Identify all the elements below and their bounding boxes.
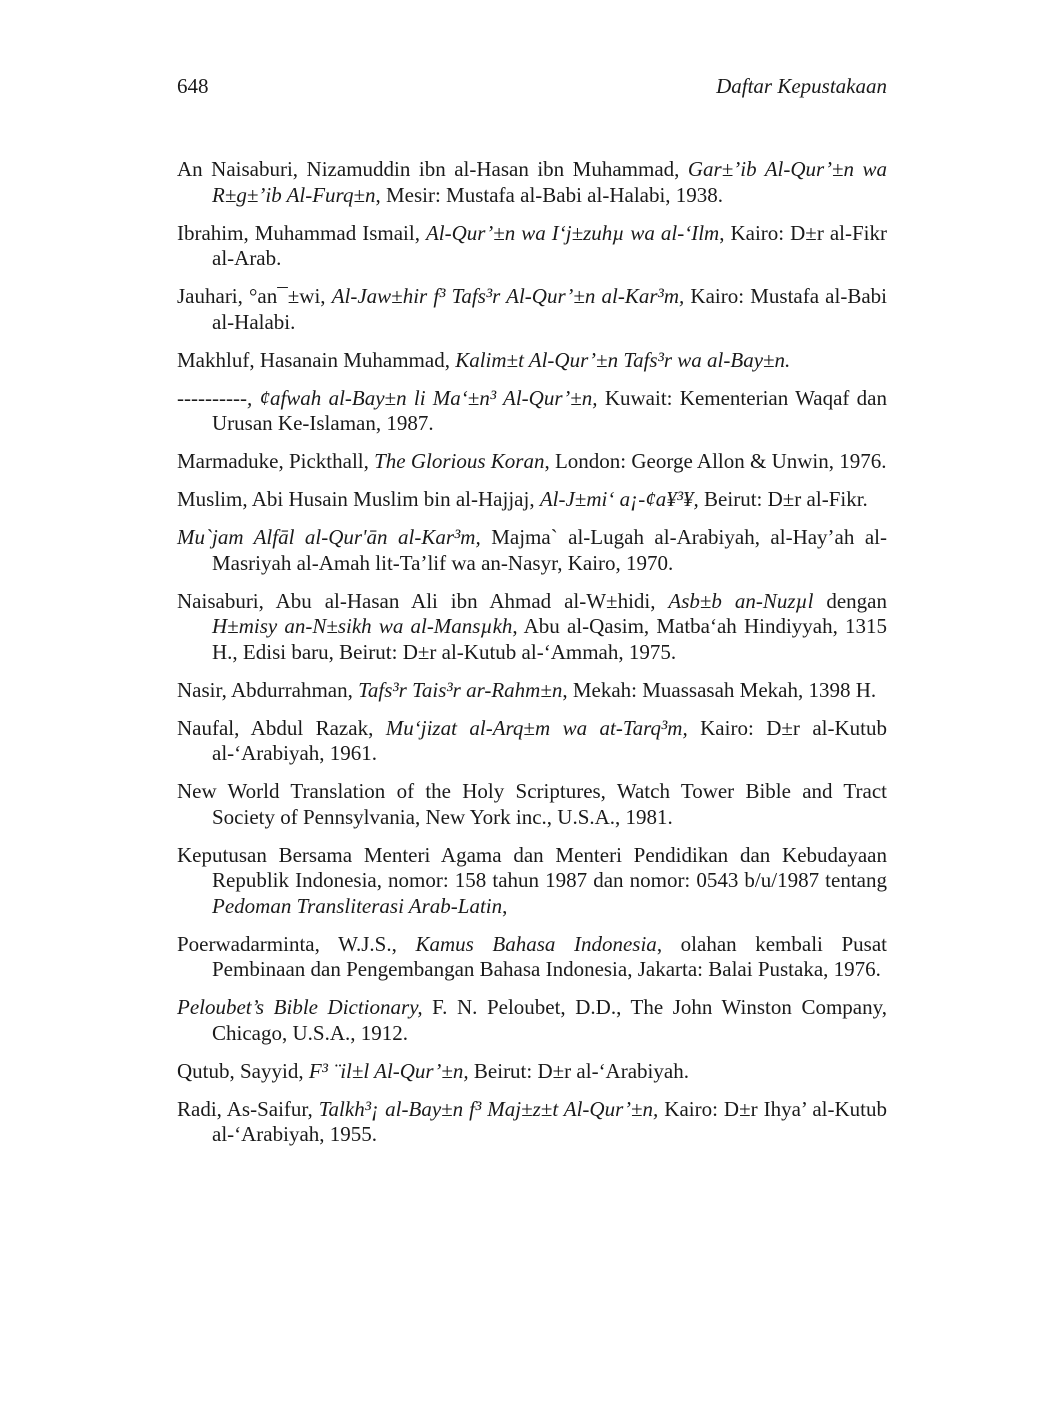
bibliography-entry: New World Translation of the Holy Scriptures, Watch Tower Bible and Tract Society of Pennsylvania, New York inc., U.S.A., 1981. bbox=[177, 779, 887, 829]
bibliography-entry: Poerwadarminta, W.J.S., Kamus Bahasa Indonesia, olahan kembali Pusat Pembinaan dan Pengembangan Bahasa Indonesia, Jakarta: Balai Pustaka, 1976. bbox=[177, 931, 887, 981]
page-header bbox=[177, 74, 887, 104]
bibliography-entry: Qutub, Sayyid, F³ ¨il±l Al-Qur’±n, Beirut: D±r al-‘Arabiyah. bbox=[177, 1058, 689, 1083]
bibliography-entry: An Naisaburi, Nizamuddin ibn al-Hasan ibn Muhammad, Gar±’ib Al-Qur’±n wa R±g±’ib Al-Furq±n, Mesir: Mustafa al-Babi al-Halabi, 1938. bbox=[177, 157, 887, 207]
bibliography-entry: Muslim, Abi Husain Muslim bin al-Hajjaj, Al-J±mi‘ a¡-¢a¥³¥, Beirut: D±r al-Fikr. bbox=[177, 487, 868, 511]
bibliography-entry: Marmaduke, Pickthall, The Glorious Koran, London: George Allon & Unwin, 1976. bbox=[177, 449, 887, 473]
bibliography-entry: Naisaburi, Abu al-Hasan Ali ibn Ahmad al-W±hidi, Asb±b an-Nuzµl dengan H±misy an-N±sikh wa al-Mansµkh, Abu al-Qasim, Matba‘ah Hindiyyah, 1315 H., Edisi baru, Beirut: D±r al-Kutub al-‘Ammah, 1975. bbox=[177, 588, 887, 664]
bibliography-entry: Nasir, Abdurrahman, Tafs³r Tais³r ar-Rahm±n, Mekah: Muassasah Mekah, 1398 H. bbox=[177, 677, 877, 702]
page-number: 648 bbox=[177, 74, 209, 98]
bibliography-entry: Naufal, Abdul Razak, Mu‘jizat al-Arq±m wa at-Tarq³m, Kairo: D±r al-Kutub al-‘Arabiyah, 1961. bbox=[177, 715, 888, 765]
bibliography-entry: Peloubet’s Bible Dictionary, F. N. Peloubet, D.D., The John Winston Company, Chicago, U.S.A., 1912. bbox=[177, 995, 887, 1045]
bibliography-entry: Radi, As-Saifur, Talkh³¡ al-Bay±n f³ Maj±z±t Al-Qur’±n, Kairo: D±r Ihya’ al-Kutub al-‘Arabiyah, 1955. bbox=[177, 1096, 887, 1146]
bibliography-entry: Jauhari, °an¯±wi, Al-Jaw±hir f³ Tafs³r Al-Qur’±n al-Kar³m, Kairo: Mustafa al-Babi al-Halabi. bbox=[177, 284, 887, 334]
running-title: Daftar Kepustakaan bbox=[716, 74, 887, 98]
bibliography-entry: ----------, ¢afwah al-Bay±n li Ma‘±n³ Al-Qur’±n, Kuwait: Kementerian Waqaf dan Urusan Ke-Islaman, 1987. bbox=[177, 385, 887, 435]
bibliography-entry: Mu`jam Alfāl al-Qur'ān al-Kar³m, Majma` al-Lugah al-Arabiyah, al-Hay’ah al-Masriyah al-Amah lit-Ta’lif wa an-Nasyr, Kairo, 1970. bbox=[177, 525, 887, 575]
bibliography-entry: Ibrahim, Muhammad Ismail, Al-Qur’±n wa I‘j±zuhµ wa al-‘Ilm, Kairo: D±r al-Fikr al-Arab. bbox=[177, 220, 887, 270]
bibliography-entry: Makhluf, Hasanain Muhammad, Kalim±t Al-Qur’±n Tafs³r wa al-Bay±n. bbox=[177, 347, 791, 372]
bibliography-list bbox=[177, 157, 887, 1160]
bibliography-entry: Keputusan Bersama Menteri Agama dan Menteri Pendidikan dan Kebudayaan Republik Indonesia, nomor: 158 tahun 1987 dan nomor: 0543 b/u/1987 tentang Pedoman Transliterasi Arab-Latin, bbox=[177, 842, 887, 918]
